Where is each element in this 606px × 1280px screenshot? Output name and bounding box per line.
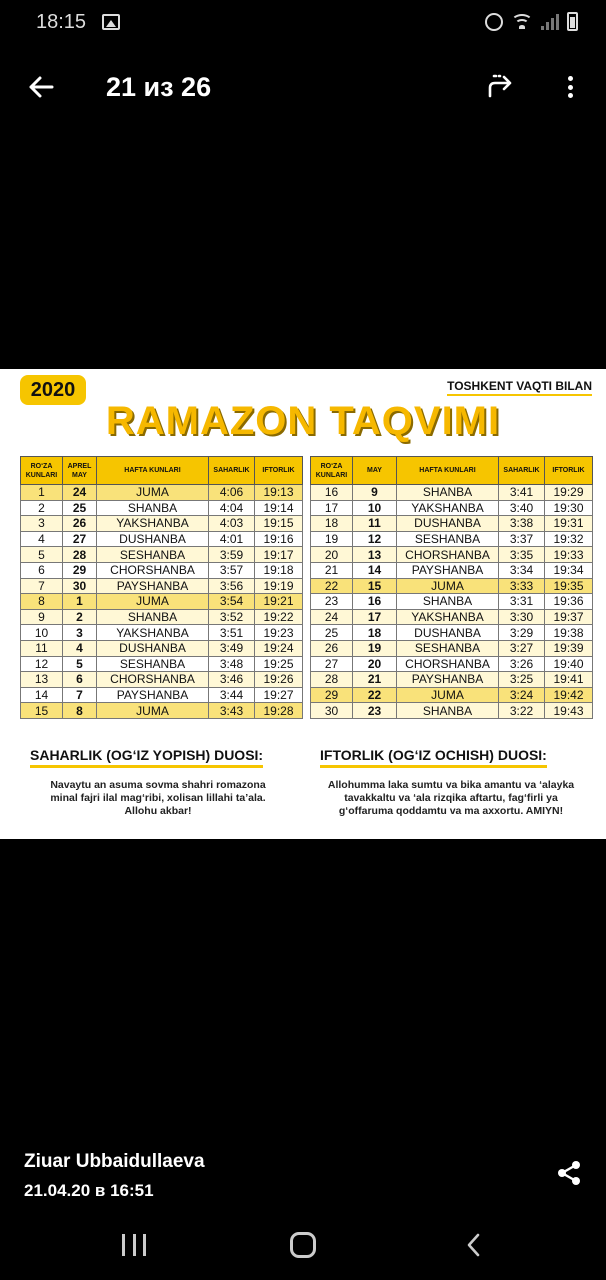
table-cell: 21 bbox=[353, 672, 397, 688]
table-cell: 11 bbox=[353, 516, 397, 532]
table-cell: 3:48 bbox=[209, 656, 255, 672]
table-cell: 3:34 bbox=[499, 562, 545, 578]
calendar-title: RAMAZON TAQVIMI bbox=[105, 399, 501, 443]
table-cell: SESHANBA bbox=[397, 531, 499, 547]
table-cell: 10 bbox=[21, 625, 63, 641]
table-cell: 3:29 bbox=[499, 625, 545, 641]
table-cell: 3:33 bbox=[499, 578, 545, 594]
table-cell: 30 bbox=[311, 703, 353, 719]
table-cell: 6 bbox=[21, 562, 63, 578]
table-cell: 22 bbox=[353, 687, 397, 703]
table-row bbox=[21, 547, 303, 563]
table-cell: 19:14 bbox=[255, 500, 303, 516]
table-row bbox=[311, 578, 593, 594]
table-cell: 24 bbox=[311, 609, 353, 625]
table-cell: 3:31 bbox=[499, 594, 545, 610]
table-cell: 3:38 bbox=[499, 516, 545, 532]
table-cell: PAYSHANBA bbox=[397, 672, 499, 688]
table-cell: 26 bbox=[63, 516, 97, 532]
author-name: Ziuar Ubbaidullaeva bbox=[24, 1151, 205, 1172]
table-cell: 19 bbox=[353, 640, 397, 656]
column-header: RO‘ZA KUNLARI bbox=[311, 457, 353, 485]
table-row bbox=[311, 531, 593, 547]
table-cell: 19:21 bbox=[255, 594, 303, 610]
column-header: SAHARLIK bbox=[499, 457, 545, 485]
table-cell: 1 bbox=[21, 485, 63, 501]
iftorlik-title-text: IFTORLIK (OG‘IZ OCHISH) DUOSI: bbox=[320, 747, 547, 763]
table-cell: 25 bbox=[311, 625, 353, 641]
table-cell: 4:03 bbox=[209, 516, 255, 532]
column-header: IFTORLIK bbox=[545, 457, 593, 485]
back-button[interactable] bbox=[26, 72, 56, 102]
table-cell: YAKSHANBA bbox=[97, 625, 209, 641]
table-cell: 19:43 bbox=[545, 703, 593, 719]
table-cell: 19:34 bbox=[545, 562, 593, 578]
table-cell: YAKSHANBA bbox=[397, 500, 499, 516]
table-row bbox=[311, 703, 593, 719]
table-cell: 8 bbox=[21, 594, 63, 610]
table-cell: 19:24 bbox=[255, 640, 303, 656]
gallery-notification-icon bbox=[102, 14, 120, 30]
table-cell: 23 bbox=[311, 594, 353, 610]
table-cell: 19:16 bbox=[255, 531, 303, 547]
table-row bbox=[21, 485, 303, 501]
table-cell: PAYSHANBA bbox=[97, 578, 209, 594]
table-cell: 19:38 bbox=[545, 625, 593, 641]
table-cell: PAYSHANBA bbox=[97, 687, 209, 703]
table-cell: 19:41 bbox=[545, 672, 593, 688]
table-cell: JUMA bbox=[97, 594, 209, 610]
table-cell: SHANBA bbox=[97, 500, 209, 516]
table-cell: 27 bbox=[63, 531, 97, 547]
column-header: SAHARLIK bbox=[209, 457, 255, 485]
table-row bbox=[21, 656, 303, 672]
status-icons bbox=[485, 12, 578, 31]
table-cell: 3:54 bbox=[209, 594, 255, 610]
saharlik-title-text: SAHARLIK (OG‘IZ YOPISH) DUOSI: bbox=[30, 747, 264, 763]
table-cell: 19:19 bbox=[255, 578, 303, 594]
table-cell: 3:26 bbox=[499, 656, 545, 672]
table-cell: 11 bbox=[21, 640, 63, 656]
table-cell: 17 bbox=[311, 500, 353, 516]
table-cell: 3:46 bbox=[209, 672, 255, 688]
table-cell: 9 bbox=[353, 485, 397, 501]
calendar-table-left bbox=[20, 456, 303, 719]
table-cell: 19:27 bbox=[255, 687, 303, 703]
table-cell: 3:52 bbox=[209, 609, 255, 625]
table-cell: 3:22 bbox=[499, 703, 545, 719]
column-header: RO‘ZA KUNLARI bbox=[21, 457, 63, 485]
table-cell: 1 bbox=[63, 594, 97, 610]
table-cell: 3:59 bbox=[209, 547, 255, 563]
table-row bbox=[311, 547, 593, 563]
table-cell: 19:40 bbox=[545, 656, 593, 672]
table-cell: 19:18 bbox=[255, 562, 303, 578]
column-header: HAFTA KUNLARI bbox=[97, 457, 209, 485]
calendar-table-right bbox=[310, 456, 593, 719]
table-cell: 3:43 bbox=[209, 703, 255, 719]
table-cell: 24 bbox=[63, 485, 97, 501]
table-cell: SHANBA bbox=[397, 594, 499, 610]
year-badge: 2020 bbox=[20, 375, 86, 405]
table-cell: 19:28 bbox=[255, 703, 303, 719]
table-cell: 29 bbox=[63, 562, 97, 578]
table-cell: YAKSHANBA bbox=[97, 516, 209, 532]
table-cell: 3:25 bbox=[499, 672, 545, 688]
table-cell: 2 bbox=[21, 500, 63, 516]
table-cell: 19:30 bbox=[545, 500, 593, 516]
table-cell: 23 bbox=[353, 703, 397, 719]
table-cell: 3:24 bbox=[499, 687, 545, 703]
home-button[interactable] bbox=[290, 1232, 316, 1258]
table-cell: DUSHANBA bbox=[97, 531, 209, 547]
table-row bbox=[311, 672, 593, 688]
table-cell: SESHANBA bbox=[97, 547, 209, 563]
table-cell: 4:04 bbox=[209, 500, 255, 516]
table-cell: 19:37 bbox=[545, 609, 593, 625]
table-cell: CHORSHANBA bbox=[97, 672, 209, 688]
column-header: IFTORLIK bbox=[255, 457, 303, 485]
table-cell: 25 bbox=[63, 500, 97, 516]
table-cell: 19:23 bbox=[255, 625, 303, 641]
timezone-note: TOSHKENT VAQTI BILAN bbox=[447, 379, 592, 396]
table-cell: 14 bbox=[353, 562, 397, 578]
arrow-left-icon bbox=[26, 72, 56, 102]
table-cell: CHORSHANBA bbox=[97, 562, 209, 578]
table-cell: DUSHANBA bbox=[397, 516, 499, 532]
table-row bbox=[311, 609, 593, 625]
table-cell: DUSHANBA bbox=[97, 640, 209, 656]
table-cell: 13 bbox=[353, 547, 397, 563]
signal-icon bbox=[541, 14, 559, 30]
table-row bbox=[21, 640, 303, 656]
table-cell: 5 bbox=[21, 547, 63, 563]
table-row bbox=[21, 578, 303, 594]
table-cell: 3:41 bbox=[499, 485, 545, 501]
table-cell: SESHANBA bbox=[97, 656, 209, 672]
table-row bbox=[21, 672, 303, 688]
table-cell: 30 bbox=[63, 578, 97, 594]
wifi-icon bbox=[511, 14, 533, 30]
table-cell: 20 bbox=[353, 656, 397, 672]
table-cell: 16 bbox=[311, 485, 353, 501]
table-cell: 12 bbox=[21, 656, 63, 672]
table-row bbox=[21, 703, 303, 719]
nav-back-button[interactable] bbox=[462, 1232, 486, 1258]
table-cell: JUMA bbox=[397, 578, 499, 594]
more-options-button[interactable] bbox=[558, 72, 582, 102]
table-cell: 19 bbox=[311, 531, 353, 547]
table-cell: PAYSHANBA bbox=[397, 562, 499, 578]
status-time: 18:15 bbox=[36, 11, 87, 33]
table-row bbox=[311, 687, 593, 703]
table-cell: 4 bbox=[21, 531, 63, 547]
iftorlik-text: Allohumma laka sumtu va bika amantu va ‘alayka tavakkaltu va ‘ala rizqika aftartu, fag‘firli ya g‘offaruma qoddamtu va ma axxortu. AMIYN! bbox=[327, 779, 575, 817]
rotate-button[interactable] bbox=[484, 72, 516, 102]
table-cell: DUSHANBA bbox=[397, 625, 499, 641]
table-cell: 19:31 bbox=[545, 516, 593, 532]
column-header: HAFTA KUNLARI bbox=[397, 457, 499, 485]
table-cell: YAKSHANBA bbox=[397, 609, 499, 625]
table-row bbox=[21, 562, 303, 578]
table-cell: 3:56 bbox=[209, 578, 255, 594]
column-header: MAY bbox=[353, 457, 397, 485]
table-row bbox=[21, 625, 303, 641]
table-cell: SHANBA bbox=[397, 485, 499, 501]
app-bar bbox=[0, 60, 606, 116]
rotate-arrow-icon bbox=[484, 72, 516, 102]
table-cell: SHANBA bbox=[397, 703, 499, 719]
table-cell: CHORSHANBA bbox=[397, 656, 499, 672]
table-cell: 26 bbox=[311, 640, 353, 656]
table-cell: 9 bbox=[21, 609, 63, 625]
table-cell: 3:44 bbox=[209, 687, 255, 703]
battery-icon bbox=[567, 12, 578, 31]
table-cell: 15 bbox=[21, 703, 63, 719]
table-cell: 19:33 bbox=[545, 547, 593, 563]
system-nav-bar bbox=[0, 1216, 606, 1280]
table-cell: 17 bbox=[353, 609, 397, 625]
table-cell: 19:25 bbox=[255, 656, 303, 672]
table-cell: 29 bbox=[311, 687, 353, 703]
table-cell: 3:37 bbox=[499, 531, 545, 547]
table-cell: 3:27 bbox=[499, 640, 545, 656]
table-cell: CHORSHANBA bbox=[397, 547, 499, 563]
table-cell: JUMA bbox=[97, 703, 209, 719]
column-header: APREL MAY bbox=[63, 457, 97, 485]
table-cell: 14 bbox=[21, 687, 63, 703]
table-row bbox=[311, 500, 593, 516]
table-cell: 28 bbox=[63, 547, 97, 563]
table-cell: 3:57 bbox=[209, 562, 255, 578]
table-cell: 16 bbox=[353, 594, 397, 610]
table-row bbox=[311, 562, 593, 578]
saharlik-text: Navaytu an asuma sovma shahri romazona minal fajri ilal mag‘ribi, xolisan lillahi ta’ala. Allohu akbar! bbox=[50, 779, 266, 817]
table-row bbox=[311, 594, 593, 610]
vertical-dots-icon bbox=[568, 76, 573, 81]
post-date: 21.04.20 в 16:51 bbox=[24, 1181, 154, 1200]
share-icon bbox=[554, 1158, 584, 1188]
table-cell: 27 bbox=[311, 656, 353, 672]
table-cell: 19:15 bbox=[255, 516, 303, 532]
table-cell: 10 bbox=[353, 500, 397, 516]
table-cell: 5 bbox=[63, 656, 97, 672]
table-row bbox=[21, 594, 303, 610]
table-cell: 19:22 bbox=[255, 609, 303, 625]
table-row bbox=[311, 625, 593, 641]
table-cell: 4:06 bbox=[209, 485, 255, 501]
table-row bbox=[311, 640, 593, 656]
table-cell: JUMA bbox=[397, 687, 499, 703]
table-cell: 3 bbox=[63, 625, 97, 641]
table-cell: 19:17 bbox=[255, 547, 303, 563]
table-cell: 6 bbox=[63, 672, 97, 688]
table-cell: 21 bbox=[311, 562, 353, 578]
iftorlik-title bbox=[320, 747, 547, 768]
table-cell: 3:40 bbox=[499, 500, 545, 516]
table-row bbox=[21, 687, 303, 703]
table-cell: 19:42 bbox=[545, 687, 593, 703]
table-row bbox=[311, 516, 593, 532]
table-cell: 3:35 bbox=[499, 547, 545, 563]
table-row bbox=[311, 656, 593, 672]
table-cell: 19:13 bbox=[255, 485, 303, 501]
image-counter: 21 из 26 bbox=[106, 72, 212, 102]
table-cell: 19:26 bbox=[255, 672, 303, 688]
table-cell: JUMA bbox=[97, 485, 209, 501]
table-cell: 22 bbox=[311, 578, 353, 594]
table-cell: 20 bbox=[311, 547, 353, 563]
table-cell: 28 bbox=[311, 672, 353, 688]
photo-ramazon-calendar[interactable] bbox=[0, 369, 606, 839]
table-cell: 2 bbox=[63, 609, 97, 625]
table-cell: 19:39 bbox=[545, 640, 593, 656]
table-cell: 19:35 bbox=[545, 578, 593, 594]
chevron-left-icon bbox=[462, 1232, 486, 1258]
table-row bbox=[21, 500, 303, 516]
table-cell: 18 bbox=[311, 516, 353, 532]
share-button[interactable] bbox=[554, 1158, 584, 1188]
table-row bbox=[21, 531, 303, 547]
table-cell: 7 bbox=[21, 578, 63, 594]
table-cell: 3:51 bbox=[209, 625, 255, 641]
table-cell: 12 bbox=[353, 531, 397, 547]
table-cell: 8 bbox=[63, 703, 97, 719]
table-row bbox=[311, 485, 593, 501]
alarm-icon bbox=[485, 13, 503, 31]
table-cell: 13 bbox=[21, 672, 63, 688]
table-cell: 18 bbox=[353, 625, 397, 641]
table-cell: 19:36 bbox=[545, 594, 593, 610]
table-cell: 7 bbox=[63, 687, 97, 703]
table-cell: 4:01 bbox=[209, 531, 255, 547]
table-cell: 4 bbox=[63, 640, 97, 656]
table-cell: 3:30 bbox=[499, 609, 545, 625]
saharlik-title bbox=[30, 747, 263, 768]
table-cell: 15 bbox=[353, 578, 397, 594]
table-cell: 19:32 bbox=[545, 531, 593, 547]
table-cell: 3 bbox=[21, 516, 63, 532]
table-cell: SESHANBA bbox=[397, 640, 499, 656]
table-row bbox=[21, 516, 303, 532]
table-row bbox=[21, 609, 303, 625]
recents-button[interactable] bbox=[122, 1234, 146, 1256]
table-cell: SHANBA bbox=[97, 609, 209, 625]
table-cell: 3:49 bbox=[209, 640, 255, 656]
status-bar bbox=[0, 0, 606, 44]
table-cell: 19:29 bbox=[545, 485, 593, 501]
